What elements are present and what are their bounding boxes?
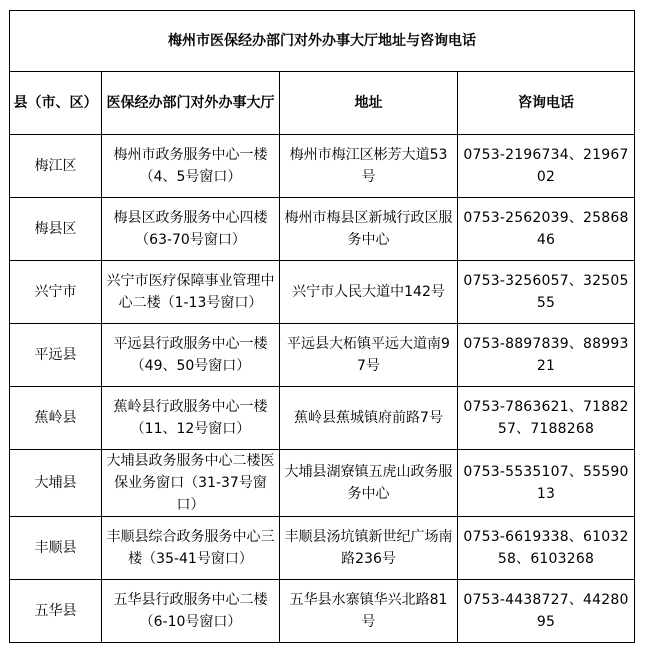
header-county: 县（市、区） [10,72,102,135]
address-cell: 丰顺县汤坑镇新世纪广场南路236号 [280,517,458,580]
table-title: 梅州市医保经办部门对外办事大厅地址与咨询电话 [10,11,635,72]
address-cell: 蕉岭县蕉城镇府前路7号 [280,387,458,450]
header-hall: 医保经办部门对外办事大厅 [102,72,280,135]
table-row [10,450,635,517]
table-row [10,135,635,198]
table-row [10,198,635,261]
hall-cell: 蕉岭县行政服务中心一楼（11、12号窗口） [102,387,280,450]
hall-cell: 丰顺县综合政务服务中心三楼（35-41号窗口） [102,517,280,580]
phone-cell: 0753-6619338、6103258、6103268 [458,517,635,580]
county-cell: 兴宁市 [10,261,102,324]
phone-cell: 0753-4438727、4428095 [458,580,635,643]
header-phone: 咨询电话 [458,72,635,135]
table-row [10,324,635,387]
header-address: 地址 [280,72,458,135]
county-cell: 平远县 [10,324,102,387]
table-row [10,387,635,450]
county-cell: 五华县 [10,580,102,643]
phone-cell: 0753-7863621、7188257、7188268 [458,387,635,450]
phone-cell: 0753-3256057、3250555 [458,261,635,324]
hall-cell: 梅县区政务服务中心四楼（63-70号窗口） [102,198,280,261]
table-row [10,517,635,580]
hall-cell: 大埔县政务服务中心二楼医保业务窗口（31-37号窗口） [102,450,280,517]
address-cell: 大埔县湖寮镇五虎山政务服务中心 [280,450,458,517]
address-cell: 梅州市梅江区彬芳大道53号 [280,135,458,198]
office-address-table [9,10,635,643]
hall-cell: 五华县行政服务中心二楼（6-10号窗口） [102,580,280,643]
address-cell: 平远县大柘镇平远大道南97号 [280,324,458,387]
hall-cell: 梅州市政务服务中心一楼（4、5号窗口） [102,135,280,198]
table-row [10,261,635,324]
table-row [10,580,635,643]
county-cell: 梅江区 [10,135,102,198]
county-cell: 丰顺县 [10,517,102,580]
county-cell: 蕉岭县 [10,387,102,450]
phone-cell: 0753-8897839、8899321 [458,324,635,387]
phone-cell: 0753-2196734、2196702 [458,135,635,198]
hall-cell: 兴宁市医疗保障事业管理中心二楼（1-13号窗口） [102,261,280,324]
address-cell: 五华县水寨镇华兴北路81号 [280,580,458,643]
county-cell: 梅县区 [10,198,102,261]
address-cell: 梅州市梅县区新城行政区服务中心 [280,198,458,261]
phone-cell: 0753-5535107、5559013 [458,450,635,517]
header-row [10,72,635,135]
phone-cell: 0753-2562039、2586846 [458,198,635,261]
county-cell: 大埔县 [10,450,102,517]
address-cell: 兴宁市人民大道中142号 [280,261,458,324]
hall-cell: 平远县行政服务中心一楼（49、50号窗口） [102,324,280,387]
